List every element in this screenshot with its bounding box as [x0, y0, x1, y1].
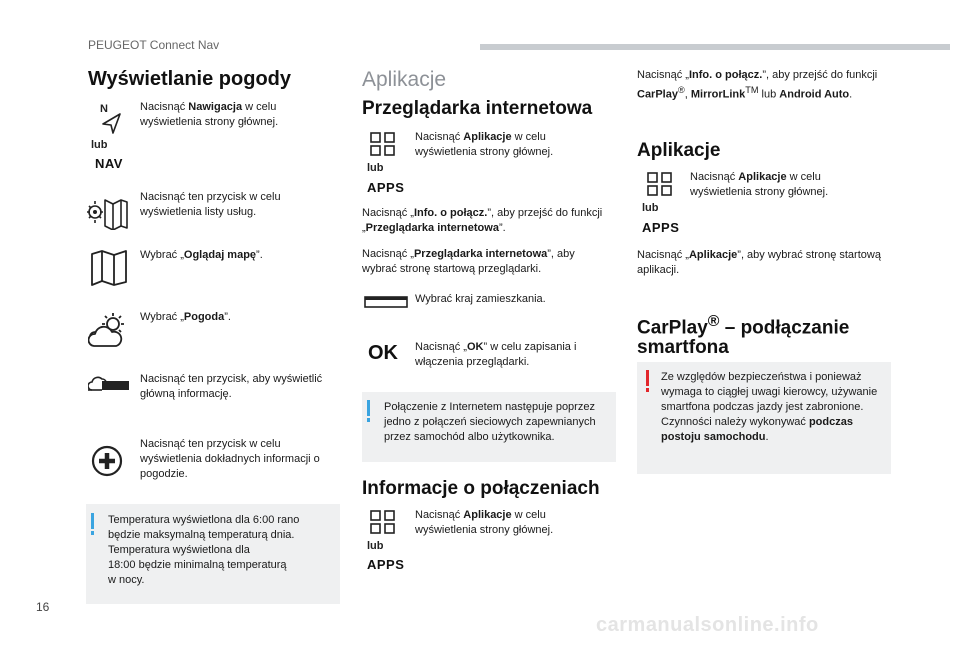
temperature-note-text: Temperatura wyświetlona dla 6:00 rano będzie maksymalną temperaturą dnia. Temperatura wyświetlona dla 18:00 będzie minimalną temperaturą w nocy.	[108, 514, 300, 586]
safety-warning-text: Ze względów bezpieczeństwa i ponieważ wymaga to ciągłej uwagi kierowcy, używanie smartfona podczas jazdy jest zabronione. Czynności należy wykonywać podczas postoju samochodu.	[661, 371, 878, 443]
ok-button[interactable]: OK	[368, 342, 398, 364]
map-icon[interactable]	[90, 250, 128, 286]
apps-para: Nacisnąć „Aplikacje”, aby wybrać stronę startową aplikacji.	[637, 249, 881, 276]
browser-step-2: Wybrać kraj zamieszkania.	[415, 293, 546, 305]
or-label: lub	[642, 202, 659, 214]
info-marker-dot	[367, 418, 370, 422]
apps-page-title: Aplikacje	[362, 68, 447, 91]
connections-para: Nacisnąć „Info. o połącz.”, aby przejść do funkcji CarPlay®, MirrorLink™ lub Android Auto.	[637, 69, 878, 101]
safety-warning	[637, 362, 891, 474]
browser-para-1: Nacisnąć „Info. o połącz.”, aby przejść do funkcji „Przeglądarka internetowa”.	[362, 207, 603, 234]
browser-heading: Przeglądarka internetowa	[362, 98, 593, 119]
connections-step-1: Nacisnąć Aplikacje w celu wyświetlenia strony głównej.	[415, 509, 554, 536]
weather-step-2: Nacisnąć ten przycisk w celu wyświetlenia listy usług.	[140, 191, 281, 218]
weather-step-1: Nacisnąć Nawigacja w celu wyświetlenia strony głównej.	[140, 101, 279, 128]
browser-step-1: Nacisnąć Aplikacje w celu wyświetlenia strony głównej.	[415, 131, 554, 158]
country-select-bar-icon[interactable]	[364, 296, 408, 308]
info-marker-icon	[367, 400, 370, 416]
internet-note-text: Połączenie z Internetem następuje poprzez jedno z połączeń sieciowych zapewnianych przez samochód albo użytkownika.	[384, 401, 596, 443]
watermark: carmanualsonline.info	[596, 614, 819, 636]
or-label: lub	[367, 540, 384, 552]
running-header: PEUGEOT Connect Nav	[88, 38, 220, 52]
weather-info-tab-icon[interactable]	[88, 376, 130, 392]
apps-grid-icon[interactable]	[370, 132, 396, 156]
temperature-note	[86, 504, 340, 604]
carplay-heading: CarPlay® – podłączanie smartfona	[637, 313, 850, 359]
weather-sun-cloud-icon[interactable]	[88, 312, 128, 348]
or-label: lub	[91, 139, 108, 151]
nav-label: NAV	[95, 156, 123, 171]
connections-heading: Informacje o połączeniach	[362, 478, 600, 499]
page-number: 16	[36, 600, 50, 614]
services-map-icon[interactable]	[86, 196, 128, 230]
apps-step-1: Nacisnąć Aplikacje w celu wyświetlenia strony głównej.	[690, 171, 829, 198]
weather-heading: Wyświetlanie pogody	[88, 68, 291, 90]
apps-label: APPS	[367, 557, 405, 572]
navigation-arrow-icon	[100, 102, 124, 134]
browser-step-3: Nacisnąć „OK” w celu zapisania i włączenia przeglądarki.	[415, 341, 577, 368]
or-label: lub	[367, 162, 384, 174]
apps-label: APPS	[367, 180, 405, 195]
browser-para-2: Nacisnąć „Przeglądarka internetowa”, aby wybrać stronę startową przeglądarki.	[362, 248, 575, 275]
info-marker-dot	[91, 531, 94, 535]
internet-note	[362, 392, 616, 462]
weather-step-6: Nacisnąć ten przycisk w celu wyświetlenia dokładnych informacji o pogodzie.	[140, 438, 320, 480]
plus-circle-icon[interactable]	[90, 444, 124, 478]
info-marker-icon	[91, 513, 94, 529]
weather-step-4: Wybrać „Pogoda”.	[140, 311, 231, 323]
apps-heading: Aplikacje	[637, 140, 721, 161]
weather-step-5: Nacisnąć ten przycisk, aby wyświetlić główną informację.	[140, 373, 323, 400]
header-bar	[480, 44, 950, 50]
apps-grid-icon[interactable]	[370, 510, 396, 534]
svg-text:N: N	[100, 103, 108, 115]
warning-marker-dot	[646, 388, 649, 392]
apps-label: APPS	[642, 220, 680, 235]
warning-marker-icon	[646, 370, 649, 386]
apps-grid-icon[interactable]	[647, 172, 673, 196]
weather-step-3: Wybrać „Oglądaj mapę”.	[140, 249, 263, 261]
